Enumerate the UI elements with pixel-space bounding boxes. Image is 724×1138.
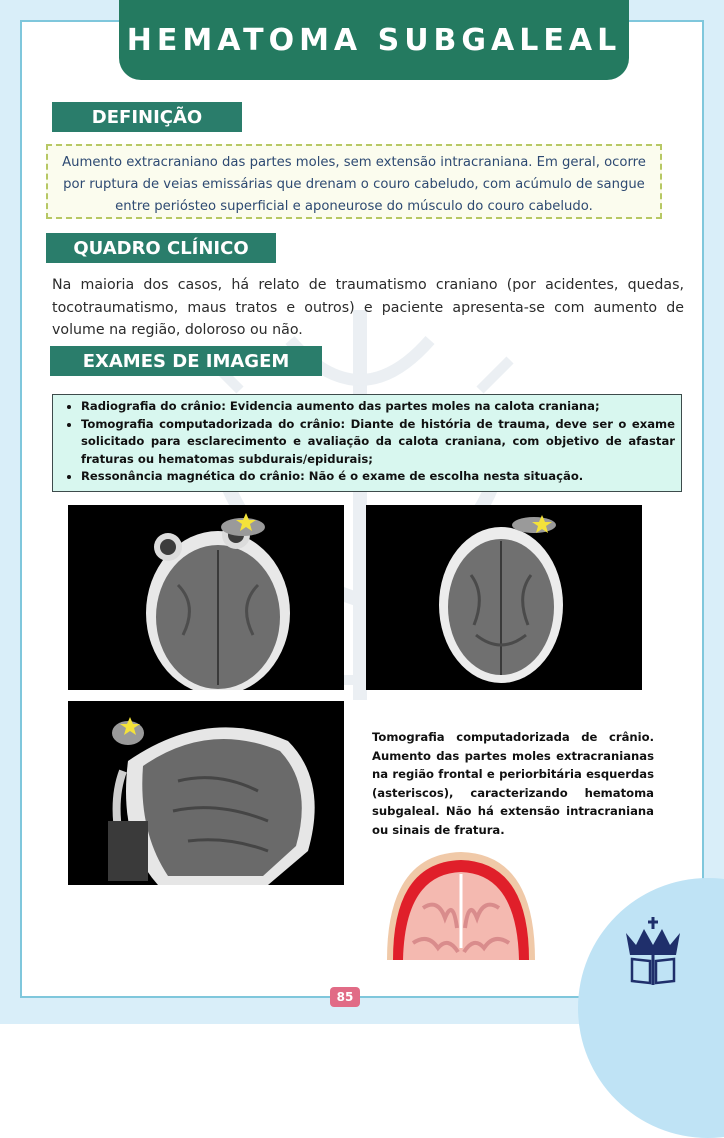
imaging-heading: EXAMES DE IMAGEM bbox=[50, 346, 322, 376]
imaging-list-box bbox=[52, 394, 682, 492]
imaging-item-radiografia: • Radiografia do crânio: Evidencia aumento das partes moles na calota craniana; bbox=[81, 398, 675, 416]
ct-image-axial-orbits bbox=[68, 505, 344, 690]
crown-book-logo-icon bbox=[620, 915, 686, 987]
imaging-list bbox=[77, 398, 675, 486]
definition-heading: DEFINIÇÃO bbox=[52, 102, 242, 132]
ct-image-sagittal bbox=[68, 701, 344, 885]
definition-text: Aumento extracraniano das partes moles, sem extensão intracraniana. Em geral, ocorre por ruptura de veias emissárias que drenam o couro cabeludo, com acúmulo de sangue entre periósteo superficial e aponeurose do músculo do couro cabeludo. bbox=[62, 155, 646, 214]
imaging-item-ressonancia: • Ressonância magnética do crânio: Não é o exame de escolha nesta situação. bbox=[81, 468, 675, 486]
definition-box bbox=[46, 144, 662, 219]
clinical-text: Na maioria dos casos, há relato de traumatismo craniano (por acidentes, quedas, tocotraumatismo, maus tratos e outros) e paciente apresenta-se com aumento de volume na região, doloroso ou não. bbox=[52, 277, 684, 338]
clinical-heading: QUADRO CLÍNICO bbox=[46, 233, 276, 263]
ct-image-axial-vertex bbox=[366, 505, 642, 690]
page-title: HEMATOMA SUBGALEAL bbox=[119, 0, 629, 80]
imaging-item-tomografia: • Tomografia computadorizada do crânio: Diante de história de trauma, deve ser o exame solicitado para esclarecimento e avaliação da calota craniana, com objetivo de afastar fraturas ou hematomas subdurais/epidurais; bbox=[81, 416, 675, 469]
hematoma-illustration bbox=[383, 848, 539, 960]
figure-caption: Tomografia computadorizada de crânio. Aumento das partes moles extracranianas na região frontal e periorbitária esquerdas (asteriscos), caracterizando hematoma subgaleal. Não há extensão intracraniana ou sinais de fratura. bbox=[372, 730, 654, 837]
page-number: 85 bbox=[330, 987, 360, 1007]
